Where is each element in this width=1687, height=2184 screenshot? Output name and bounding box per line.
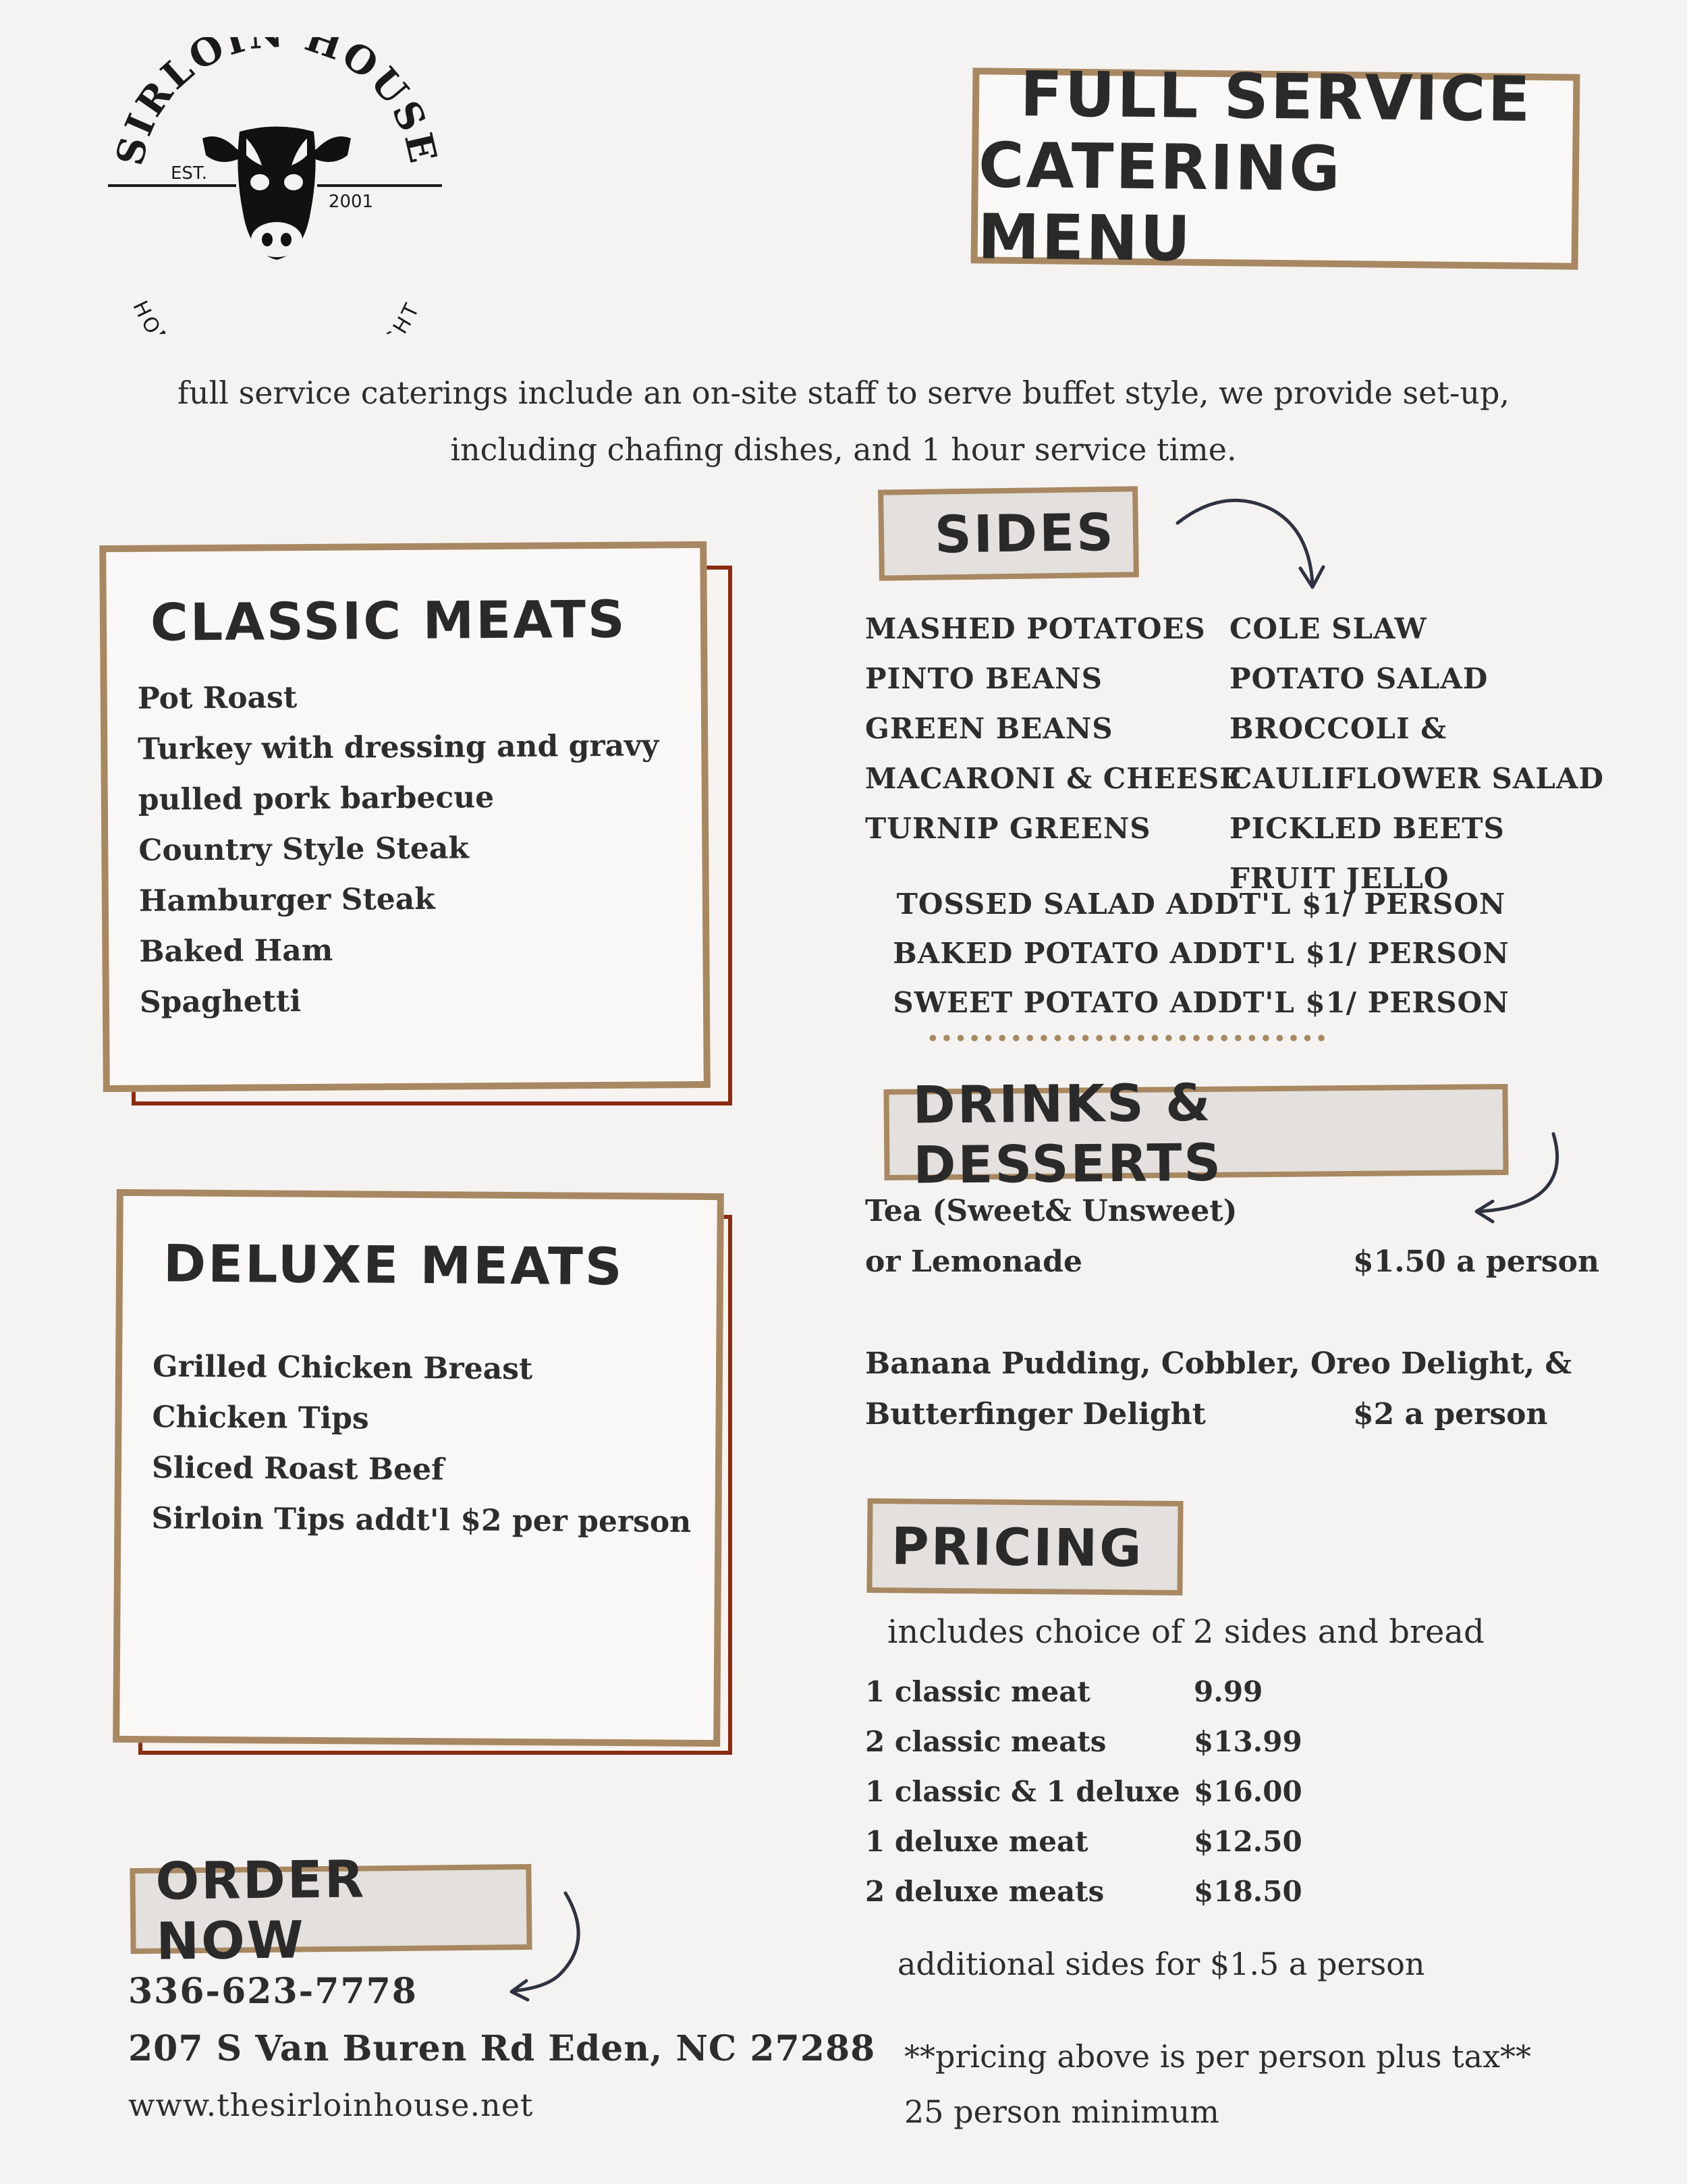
price-label: 1 classic meat [865, 1675, 1090, 1708]
drinks-line1: Tea (Sweet& Unsweet) [865, 1194, 1238, 1228]
logo-tagline: HO HT [128, 297, 426, 334]
sides-label [878, 486, 1139, 580]
list-item: COLE SLAW [1229, 612, 1427, 645]
drinks-line2: or Lemonade [865, 1245, 1082, 1279]
classic-meats-list [138, 670, 661, 1027]
intro-line2: including chafing dishes, and 1 hour service time. [450, 431, 1237, 468]
order-now-label [130, 1848, 532, 1971]
deluxe-meats-list [151, 1341, 692, 1548]
list-item: Sirloin Tips addt'l $2 per person [151, 1501, 692, 1539]
logo-est-year: 2001 [328, 192, 374, 212]
price-value: $18.50 [1194, 1875, 1302, 1908]
table-row [865, 1717, 1302, 1767]
curved-arrow-icon [499, 1886, 594, 2008]
logo-est-label: EST. [171, 163, 207, 184]
list-item: PINTO BEANS [865, 662, 1103, 695]
logo-name: SIRLOI HOUSE [107, 37, 446, 169]
pricing-minimum: 25 person minimum [904, 2094, 1219, 2130]
sides-column-1 [865, 604, 1242, 854]
list-item: POTATO SALAD [1229, 662, 1489, 695]
list-item: BROCCOLI & [1229, 712, 1447, 745]
pricing-label [866, 1498, 1183, 1595]
classic-meats-title: CLASSIC MEATS [150, 589, 627, 653]
list-item: Chicken Tips [152, 1400, 369, 1436]
drinks-desserts-label [883, 1072, 1508, 1195]
order-now-title: ORDER NOW [155, 1848, 366, 1971]
sides-column-2 [1229, 604, 1604, 904]
price-value: $16.00 [1194, 1775, 1302, 1808]
svg-text:HOME COOKIN' DONE RIGHT [128, 297, 425, 334]
pricing-title: PRICING [891, 1515, 1144, 1579]
list-item: Turkey with dressing and gravy [138, 728, 659, 767]
pricing-subtitle: includes choice of 2 sides and bread [887, 1613, 1485, 1651]
desserts-line1: Banana Pudding, Cobbler, Oreo Delight, & [865, 1346, 1572, 1381]
dotted-divider [877, 1033, 1390, 1043]
desserts-price: $2 a person [1353, 1397, 1548, 1431]
table-row [865, 1667, 1263, 1717]
side-extra-item: BAKED POTATO ADDT'L $1/ PERSON [893, 937, 1510, 970]
pricing-note: **pricing above is per person plus tax** [904, 2038, 1532, 2075]
sides-title: SIDES [934, 501, 1116, 565]
table-row [865, 1767, 1302, 1817]
price-label: 2 deluxe meats [865, 1875, 1105, 1908]
order-website[interactable]: www.thesirloinhouse.net [128, 2087, 534, 2123]
list-item: CAULIFLOWER SALAD [1229, 762, 1604, 795]
list-item: Hamburger Steak [138, 881, 435, 919]
intro-text [101, 364, 1586, 478]
deluxe-meats-card [113, 1189, 724, 1747]
list-item: MASHED POTATOES [865, 612, 1206, 645]
sirloin-house-logo [101, 37, 452, 334]
side-extra-item: SWEET POTATO ADDT'L $1/ PERSON [893, 986, 1510, 1019]
price-label: 1 deluxe meat [865, 1825, 1088, 1858]
drinks-desserts-title: DRINKS & DESSERTS [912, 1072, 1223, 1195]
price-label: 2 classic meats [865, 1725, 1107, 1758]
price-value: $13.99 [1194, 1725, 1302, 1758]
menu-title-line2: CATERING MENU [977, 129, 1343, 275]
sides-extras [877, 879, 1525, 1027]
order-phone[interactable]: 336-623-7778 [128, 1971, 418, 2012]
list-item: pulled pork barbecue [138, 780, 495, 817]
pricing-additional: additional sides for $1.5 a person [897, 1946, 1425, 1982]
pricing-table [865, 1667, 1472, 1923]
table-row [865, 1867, 1302, 1917]
menu-title-box [971, 58, 1580, 275]
price-value: 9.99 [1194, 1675, 1263, 1708]
classic-meats-card [99, 541, 711, 1092]
list-item: GREEN BEANS [865, 712, 1113, 745]
side-extra-item: TOSSED SALAD ADDT'L $1/ PERSON [896, 888, 1506, 921]
table-row [865, 1817, 1302, 1867]
curved-arrow-icon [1464, 1127, 1566, 1235]
list-item: Grilled Chicken Breast [152, 1349, 533, 1387]
menu-title-line1: FULL SERVICE [1020, 58, 1532, 136]
list-item: PICKLED BEETS [1229, 812, 1505, 845]
price-label: 1 classic & 1 deluxe [865, 1775, 1180, 1808]
list-item: Pot Roast [137, 680, 298, 716]
list-item: Spaghetti [139, 984, 302, 1020]
order-address: 207 S Van Buren Rd Eden, NC 27288 [128, 2028, 876, 2069]
list-item: Baked Ham [139, 933, 333, 969]
deluxe-meats-title: DELUXE MEATS [163, 1233, 624, 1297]
list-item: Country Style Steak [138, 831, 470, 868]
drinks-price: $1.50 a person [1353, 1245, 1599, 1279]
intro-line1: full service caterings include an on-site staff to serve buffet style, we provide set-up, [177, 375, 1510, 411]
desserts-line2: Butterfinger Delight [865, 1397, 1206, 1431]
list-item: TURNIP GREENS [865, 812, 1151, 845]
price-value: $12.50 [1194, 1825, 1302, 1858]
curved-arrow-icon [1171, 493, 1333, 594]
list-item: MACARONI & CHEESE [865, 762, 1242, 795]
list-item: FRUIT JELLO [1229, 862, 1449, 895]
list-item: Sliced Roast Beef [151, 1450, 445, 1487]
